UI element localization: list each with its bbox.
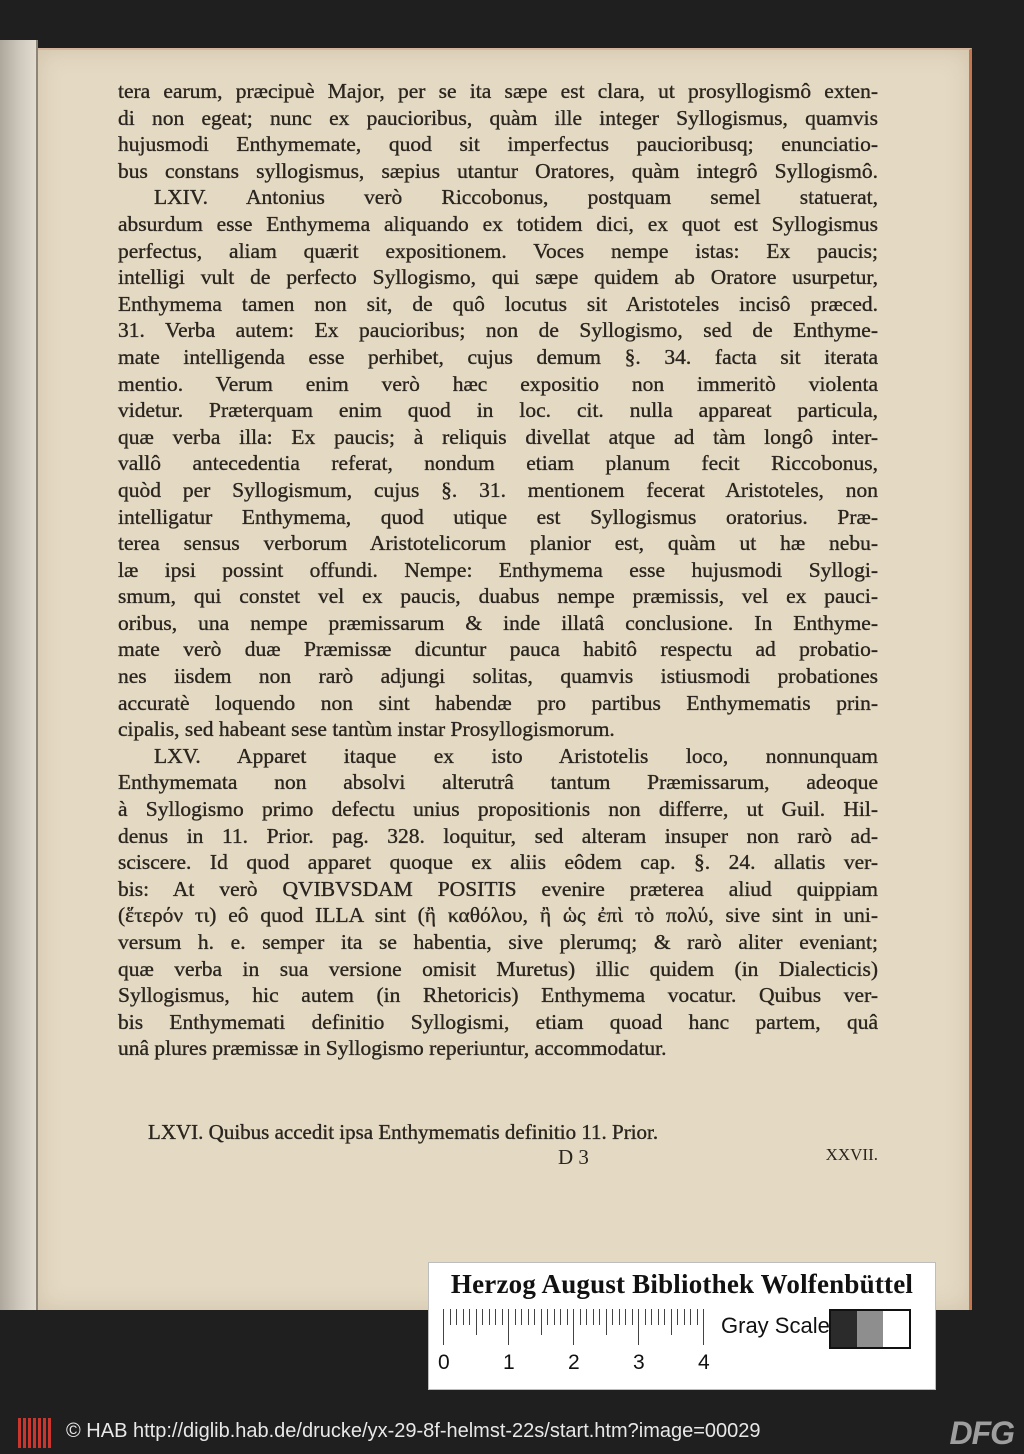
ruler-tick [456, 1309, 457, 1325]
gray-scale-label: Gray Scale [721, 1313, 830, 1338]
ruler-tick [554, 1309, 555, 1325]
ruler-tick [573, 1309, 574, 1345]
ruler-tick [632, 1309, 633, 1325]
signature-mark: D 3 [558, 1145, 589, 1169]
ruler-tick [606, 1309, 607, 1335]
ruler-tick [560, 1309, 561, 1325]
gray-swatch [883, 1311, 909, 1347]
catchword: XXVII. [825, 1145, 878, 1164]
gray-swatch [857, 1311, 883, 1347]
text-line: smum, qui constet vel ex paucis, duabus nempe præmissis, vel ex pauci- [118, 584, 878, 609]
text-line: oribus, una nempe præmissarum & inde illatâ conclusione. In Enthyme- [118, 610, 878, 635]
ruler-tick [541, 1309, 542, 1335]
footer-bar [0, 1410, 1024, 1454]
text-line: absurdum esse Enthymema aliquando ex totidem dici, ex quot est Syllogismus [118, 211, 878, 236]
text-line: à Syllogismo primo defectu unius propositionis non differre, ut Guil. Hil- [118, 797, 878, 822]
ruler-tick [450, 1309, 451, 1325]
text-line: vallô antecedentia referat, nondum etiam planum fecit Riccobonus, [118, 451, 878, 476]
text-line: denus in 11. Prior. pag. 328. loquitur, sed alteram insuper non rarò ad- [118, 823, 878, 848]
text-line: Enthymemata non absolvi alterutrâ tantum Præmissarum, adeoque [118, 770, 878, 795]
text-line: hujusmodi Enthymemate, quod sit imperfectus paucioribusq; enunciatio- [118, 132, 878, 157]
text-line: (ἕτερόν τι) eô quod ILLA sint (ἢ καθόλου, ἢ ὡς ἐπὶ τὸ πολύ, sive sint in uni- [118, 903, 878, 928]
ruler-tick [677, 1309, 678, 1325]
text-line: unâ plures præmissæ in Syllogismo reperiuntur, accommodatur. [118, 1036, 667, 1061]
text-line: terea sensus verborum Aristotelicorum planior est, quàm ut hæ nebu- [118, 531, 878, 556]
text-line: cipalis, sed habeant sese tantùm instar Prosyllogismorum. [118, 717, 615, 742]
text-line: versum h. e. semper ita se habentia, sive plerumq; & rarò aliter eveniant; [118, 930, 878, 954]
ruler-labels [438, 1351, 743, 1381]
ruler-tick [690, 1309, 691, 1325]
scanned-page [38, 48, 972, 1310]
ruler-tick [671, 1309, 672, 1335]
text-line: quæ verba illa: Ex paucis; à reliquis divellat atque ad tàm longô inter- [118, 424, 878, 449]
ruler-tick [547, 1309, 548, 1325]
text-line: quæ verba in sua versione omisit Muretus) illic quidem (in Dialecticis) [118, 956, 878, 981]
text-line: læ ipsi possint offundi. Nempe: Enthymema esse hujusmodi Syllogi- [118, 557, 878, 582]
ruler-tick [463, 1309, 464, 1325]
text-line: videtur. Præterquam enim quod in loc. cit. nulla appareat particula, [118, 398, 878, 423]
ruler-tick [502, 1309, 503, 1325]
text-line: nes iisdem non rarò adjungi solitas, quamvis istiusmodi probationes [118, 664, 878, 689]
ruler-tick [521, 1309, 522, 1325]
ruler-tick [599, 1309, 600, 1325]
text-line: LXIV. Antonius verò Riccobonus, postquam semel statuerat, [154, 185, 878, 210]
ruler-tick [593, 1309, 594, 1325]
hab-logo-icon [18, 1418, 52, 1448]
ruler-tick [489, 1309, 490, 1325]
signature-row [118, 1145, 878, 1175]
ruler-tick [469, 1309, 470, 1325]
ruler-tick [619, 1309, 620, 1325]
ruler-tick [586, 1309, 587, 1325]
ruler-tick [528, 1309, 529, 1325]
text-line: bis: At verò QVIBVSDAM POSITIS evenire præterea aliud quippiam [118, 876, 878, 901]
colour-target-card [428, 1262, 936, 1390]
text-line: Syllogismus, hic autem (in Rhetoricis) Enthymema vocatur. Quibus ver- [118, 983, 878, 1008]
library-name: Herzog August Bibliothek Wolfenbüttel [450, 1269, 914, 1299]
ruler-tick [443, 1309, 444, 1345]
text-line: perfectus, aliam quærit expositionem. Voces nempe istas: Ex paucis; [118, 238, 878, 263]
ruler-label: 0 [438, 1351, 450, 1374]
ruler-tick [495, 1309, 496, 1325]
ruler-tick [567, 1309, 568, 1325]
text-line: sciscere. Id quod apparet quoque ex aliis eôdem cap. §. 24. allatis ver- [118, 850, 878, 875]
citation-link[interactable]: © HAB http://diglib.hab.de/drucke/yx-29-8f-helmst-22s/start.htm?image=00029 [66, 1420, 761, 1442]
text-line: quòd per Syllogismum, cujus §. 31. mentionem fecerat Aristoteles, non [118, 477, 878, 502]
ruler-tick [580, 1309, 581, 1325]
text-line: di non egeat; nunc ex paucioribus, quàm ille integer Syllogismus, quamvis [118, 105, 878, 130]
ruler-tick [638, 1309, 639, 1345]
ruler-tick [482, 1309, 483, 1325]
ruler-tick [476, 1309, 477, 1335]
ruler-label: 2 [568, 1351, 580, 1374]
text-line: LXV. Apparet itaque ex isto Aristotelis loco, nonnunquam [154, 743, 878, 768]
ruler-tick [697, 1309, 698, 1325]
gray-scale-swatches [829, 1309, 911, 1349]
text-line: tera earum, præcipuè Major, per se ita sæpe est clara, ut prosyllogismô exten- [118, 79, 878, 103]
ruler-tick [612, 1309, 613, 1325]
ruler-tick [508, 1309, 509, 1345]
ruler-label: 3 [633, 1351, 645, 1374]
ruler-tick [664, 1309, 665, 1325]
ruler-tick [684, 1309, 685, 1325]
ruler-tick [534, 1309, 535, 1325]
ruler-tick [703, 1309, 704, 1345]
ruler-scale [443, 1309, 713, 1345]
ruler-tick [658, 1309, 659, 1325]
ruler-label: 4 [698, 1351, 710, 1374]
page-text-block [118, 78, 878, 1062]
text-line: intelligi vult de perfecto Syllogismo, qui sæpe quidem ab Oratore usurpetur, [118, 265, 878, 290]
text-line: 31. Verba autem: Ex paucioribus; non de Syllogismo, sed de Enthyme- [118, 318, 878, 343]
ruler-tick [515, 1309, 516, 1325]
catchline: LXVI. Quibus accedit ipsa Enthymematis definitio 11. Prior. [148, 1120, 659, 1144]
text-line: mate verò duæ Præmissæ dicuntur pauca habitô respectu ad probatio- [118, 637, 878, 662]
text-line: intelligatur Enthymema, quod utique est Syllogismus oratorius. Præ- [118, 504, 878, 529]
text-line: bus constans syllogismus, sæpius utantur Oratores, quàm integrô Syllogismô. [118, 158, 878, 183]
text-line: accuratè loquendo non sint habendæ pro partibus Enthymematis prin- [118, 690, 878, 715]
ruler-tick [645, 1309, 646, 1325]
text-line: Enthymema tamen non sit, de quô locutus sit Aristoteles incisô præced. [118, 291, 878, 316]
ruler-label: 1 [503, 1351, 515, 1374]
gray-swatch [831, 1311, 857, 1347]
ruler-tick [625, 1309, 626, 1325]
text-line: mate intelligenda esse perhibet, cujus demum §. 34. facta sit iterata [118, 344, 878, 369]
text-line: mentio. Verum enim verò hæc expositio non immeritò violenta [118, 371, 878, 396]
ruler-tick [651, 1309, 652, 1325]
dfg-logo: DFG [949, 1415, 1014, 1451]
text-line: bis Enthymemati definitio Syllogismi, etiam quoad hanc partem, quâ [118, 1009, 878, 1034]
adjacent-page-edge [0, 40, 38, 1310]
